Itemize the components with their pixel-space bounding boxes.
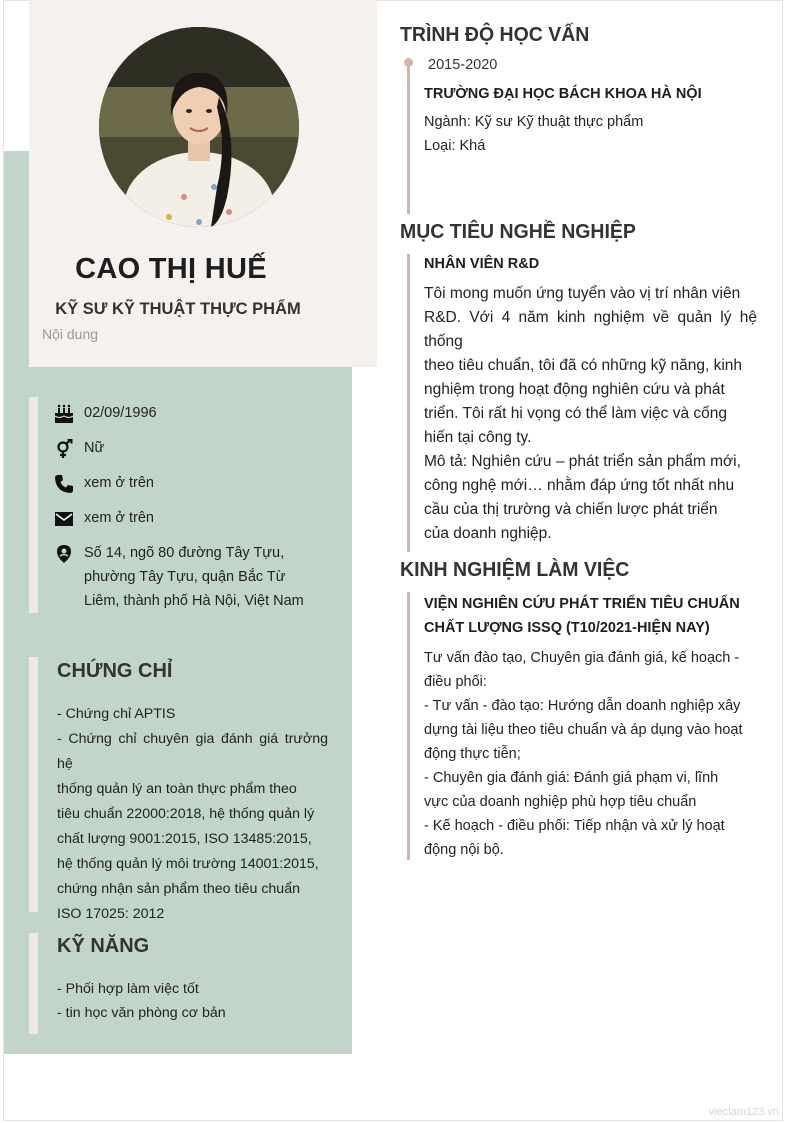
certificate-line: hệ thống quản lý môi trường 14001:2015, [57,856,319,872]
objective-line: nghiệm trong hoạt động nghiên cứu và phát [424,381,725,398]
company-line: CHẤT LƯỢNG ISSQ (T10/2021-HIỆN NAY) [424,620,710,636]
experience-line: điều phối: [424,674,487,690]
experience-line: - Kế hoạch - điều phối: Tiếp nhận và xử lý hoạt [424,818,725,834]
objective-line: hiến tại công ty. [424,429,532,446]
certificate-line: - Chứng chỉ APTIS [57,706,176,722]
objective-details [424,256,757,546]
gender-row [53,440,104,460]
objective-line: Mô tả: Nghiên cứu – phát triển sản phẩm mới, [424,453,741,470]
company-line: VIỆN NGHIÊN CỨU PHÁT TRIỂN TIÊU CHUẨN [424,596,740,612]
content-placeholder: Nội dung [42,326,99,342]
objective-line: theo tiêu chuẩn, tôi đã có những kỹ năng, kinh [424,357,743,374]
skill-line: - Phối hợp làm việc tốt [57,981,199,997]
education-details [424,86,757,158]
gender-value: Nữ [84,440,105,456]
objective-line: của doanh nghiệp. [424,525,552,542]
experience-line: động thực tiễn; [424,746,521,762]
candidate-name: CAO THỊ HUẾ [75,253,267,285]
objective-timeline [407,254,410,552]
education-period: 2015-2020 [428,57,498,73]
address-row [53,545,304,613]
experience-title: KINH NGHIỆM LÀM VIỆC [400,558,630,581]
phone-icon [53,473,75,495]
certificate-line: chất lượng 9001:2015, ISO 13485:2015, [57,831,312,847]
certificate-line: chứng nhận sản phẩm theo tiêu chuẩn [57,881,300,897]
job-title: KỸ SƯ KỸ THUẬT THỰC PHẨM [55,300,301,318]
objective-line: R&D. Với 4 năm kinh nghiệm về quản lý hệ thống [424,309,757,350]
education-major: Ngành: Kỹ sư Kỹ thuật thực phẩm [424,114,644,130]
experience-line: động nội bộ. [424,842,504,858]
education-rank: Loại: Khá [424,138,486,154]
birthday-value: 02/09/1996 [84,405,157,421]
skills-list [57,977,226,1025]
birthday-row [53,405,157,425]
gender-icon [53,438,75,460]
watermark: vieclam123.vn [708,1106,779,1118]
address-value [84,541,304,613]
skills-title: KỸ NĂNG [57,935,150,957]
objective-line: công nghệ mới… nhằm đáp ứng tốt nhất nhu [424,477,735,494]
skills-accent-bar [29,933,38,1034]
objective-line: triển. Tôi rất hi vọng có thể làm việc và cống [424,405,727,422]
education-timeline [407,66,410,214]
objective-position: NHÂN VIÊN R&D [424,256,540,272]
experience-text [424,646,757,862]
company-name [424,592,757,640]
address-line: Số 14, ngõ 80 đường Tây Tựu, [84,545,285,561]
school-name: TRƯỜNG ĐẠI HỌC BÁCH KHOA HÀ NỘI [424,86,702,102]
avatar [99,27,299,227]
info-accent-bar [29,397,38,613]
address-line: phường Tây Tựu, quận Bắc Từ [84,569,286,585]
certificate-line: - Chứng chỉ chuyên gia đánh giá trưởng hệ [57,731,328,772]
phone-row [53,475,154,495]
education-title: TRÌNH ĐỘ HỌC VẤN [400,23,590,46]
email-row [53,510,154,530]
experience-line: - Chuyên gia đánh giá: Đánh giá phạm vi, lĩnh [424,770,719,786]
mail-icon [53,508,75,530]
cake-icon [53,403,75,425]
profile-photo [99,27,299,227]
objective-text [424,282,757,546]
email-value: xem ở trên [84,510,154,526]
objective-line: Tôi mong muốn ứng tuyển vào vị trí nhân viên [424,285,741,302]
experience-details [424,592,757,862]
certificates-title: CHỨNG CHỈ [57,660,173,682]
objective-title: MỤC TIÊU NGHỀ NGHIỆP [400,220,636,243]
objective-line: cầu của thị trường và chiến lược phát triển [424,501,718,518]
address-line: Liêm, thành phố Hà Nội, Việt Nam [84,593,304,609]
phone-value: xem ở trên [84,475,154,491]
certificate-line: thống quản lý an toàn thực phẩm theo [57,781,297,797]
certificate-line: ISO 17025: 2012 [57,906,165,922]
location-icon [53,543,75,565]
certificates-list [57,702,328,927]
experience-line: vực của doanh nghiệp phù hợp tiêu chuẩn [424,794,697,810]
certificates-accent-bar [29,657,38,912]
personal-info [29,397,339,613]
certificate-line: tiêu chuẩn 22000:2018, hệ thống quản lý [57,806,315,822]
experience-line: Tư vấn đào tạo, Chuyên gia đánh giá, kế hoạch - [424,650,740,666]
experience-line: - Tư vấn - đào tạo: Hướng dẫn doanh nghiệp xây [424,698,741,714]
experience-timeline [407,592,410,860]
skill-line: - tin học văn phòng cơ bản [57,1005,226,1021]
experience-line: dựng tài liệu theo tiêu chuẩn và áp dụng vào hoạt [424,722,743,738]
